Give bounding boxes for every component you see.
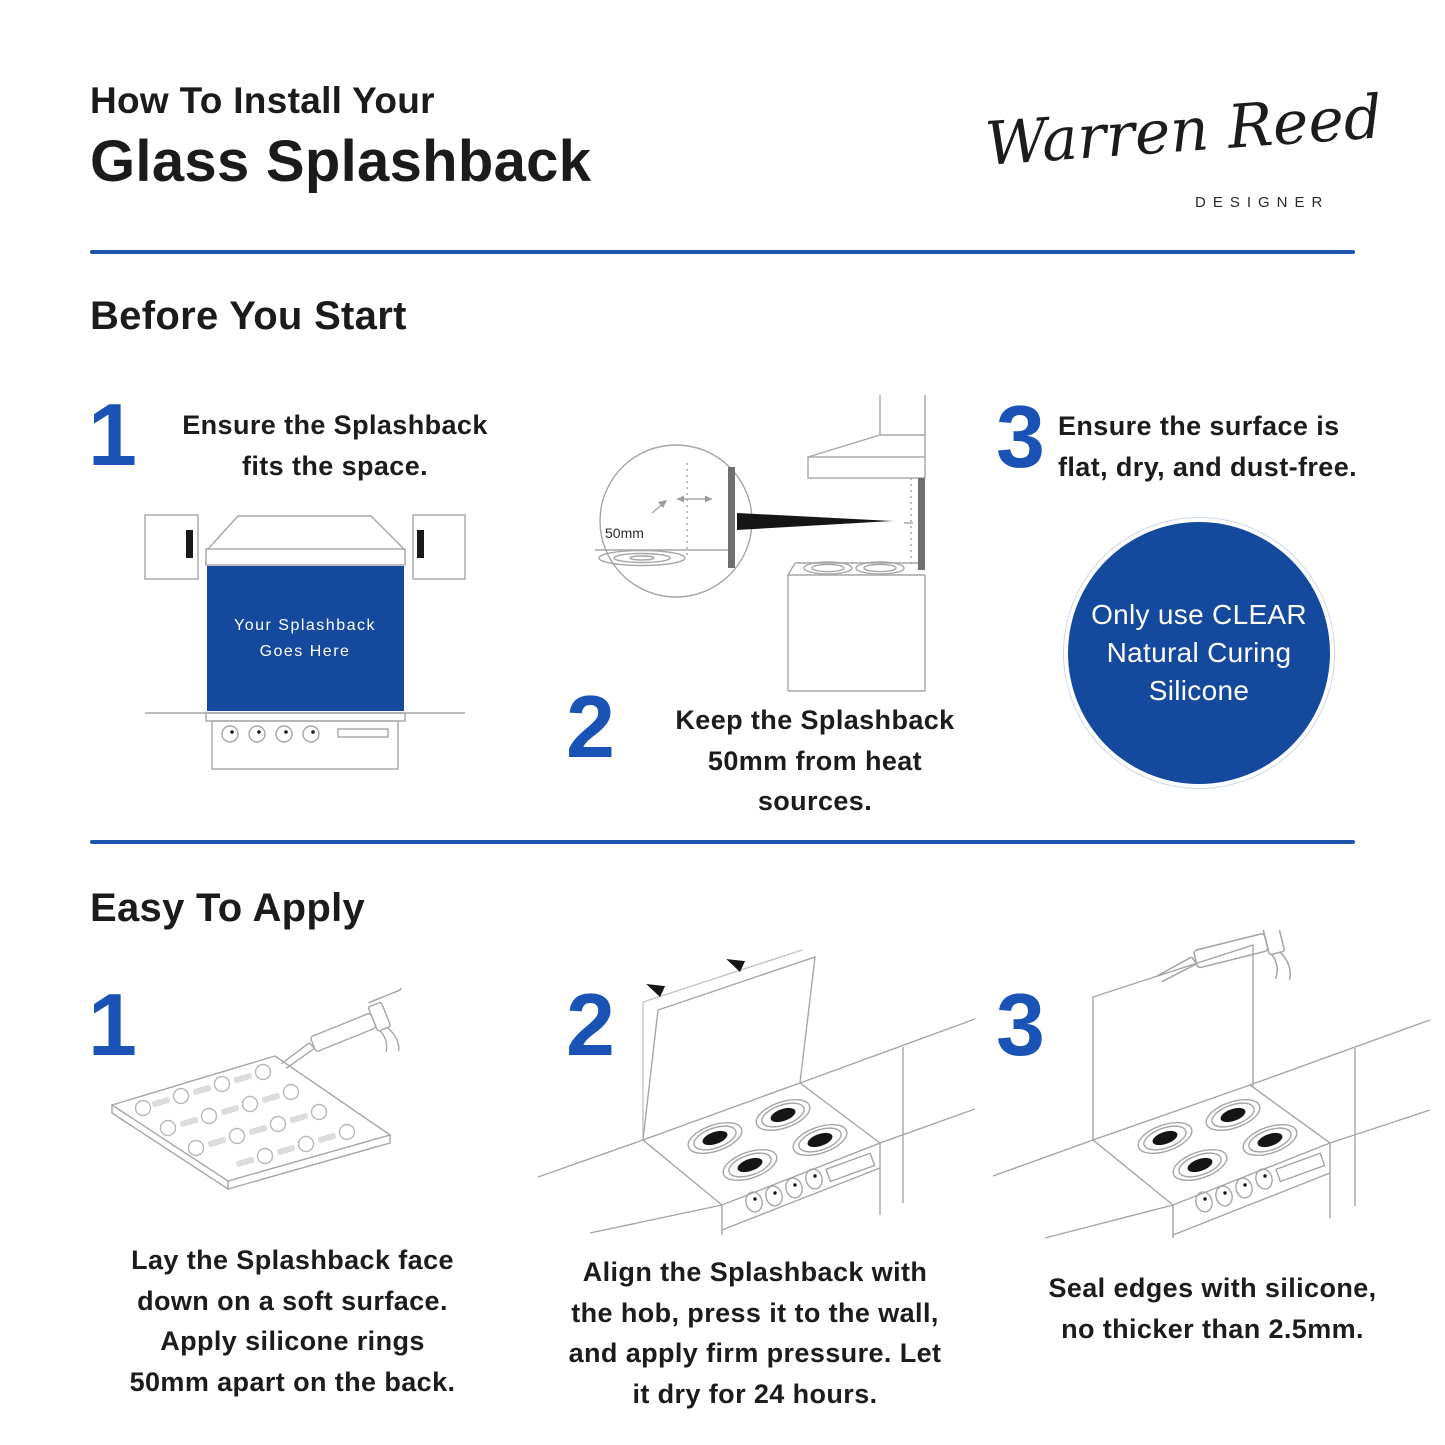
section-divider [90,840,1355,844]
before-step3-number: 3 [996,387,1045,486]
apply-step3-number: 3 [996,975,1045,1074]
silicone-note-line3: Silicone [1148,675,1250,707]
splashback-edge-side [918,478,925,570]
before-step2-text [650,700,980,822]
before-heading: Before You Start [90,294,407,338]
before-step3-text [1058,406,1433,487]
apply-step2-number: 2 [566,975,615,1074]
before-step1-line2: fits the space. [241,450,429,481]
before-step1-text [150,405,520,486]
before-step3-line1: Ensure the surface is [1058,411,1340,441]
apply-step3-text [985,1268,1440,1349]
apply-step2-line2: the hob, press it to the wall, [571,1297,939,1328]
before-step3-line2: flat, dry, and dust-free. [1058,451,1358,482]
silicone-rings-diagram [95,988,515,1238]
apply-step2-line3: and apply firm pressure. Let [568,1338,942,1368]
measure-arrow-icon [658,496,712,509]
before-step2-line3: sources. [757,786,873,816]
splashback-panel [207,566,404,711]
before-step1-line1: Ensure the Splashback [182,410,488,440]
splashback-label-line2: Goes Here [259,643,351,660]
before-step2-line2: 50mm from heat [707,745,923,776]
apply-step1-line2: down on a soft surface. [137,1285,448,1316]
splashback-edge-inset [728,467,735,568]
before-step2-number: 2 [566,677,615,776]
brand-logo [955,78,1385,228]
seal-edges-diagram [985,930,1445,1240]
page-title: Glass Splashback [90,129,592,194]
apply-step1-text [80,1240,505,1402]
apply-step2-line1: Align the Splashback with [582,1257,928,1287]
apply-step1-number: 1 [88,975,137,1074]
apply-step3-line2: no thicker than 2.5mm. [1061,1313,1364,1344]
logo-subtitle: DESIGNER [1195,194,1330,211]
silicone-note-line1: Only use CLEAR [1091,598,1307,630]
callout-pointer-icon [737,513,893,530]
apply-step1-line4: 50mm apart on the back. [129,1366,456,1397]
apply-step3-line1: Seal edges with silicone, [1048,1273,1377,1303]
before-step2-line1: Keep the Splashback [675,705,955,735]
silicone-note-badge [1068,522,1330,784]
align-splashback-diagram [530,925,990,1235]
apply-step1-line3: Apply silicone rings [160,1326,425,1356]
pretitle: How To Install Your [90,80,435,121]
before-step1-number: 1 [88,385,137,484]
apply-step1-line1: Lay the Splashback face [131,1245,454,1275]
splashback-label-line1: Your Splashback [234,617,376,634]
header-divider [90,250,1355,254]
apply-step2-text [525,1252,985,1414]
logo-signature: Warren Reed [983,82,1385,180]
apply-step2-line4: it dry for 24 hours. [632,1378,878,1409]
silicone-note-line2: Natural Curing [1106,636,1292,668]
apply-heading: Easy To Apply [90,886,366,930]
fit-space-diagram [120,492,520,812]
heat-distance-diagram [555,395,1000,695]
distance-label: 50mm [605,525,644,541]
